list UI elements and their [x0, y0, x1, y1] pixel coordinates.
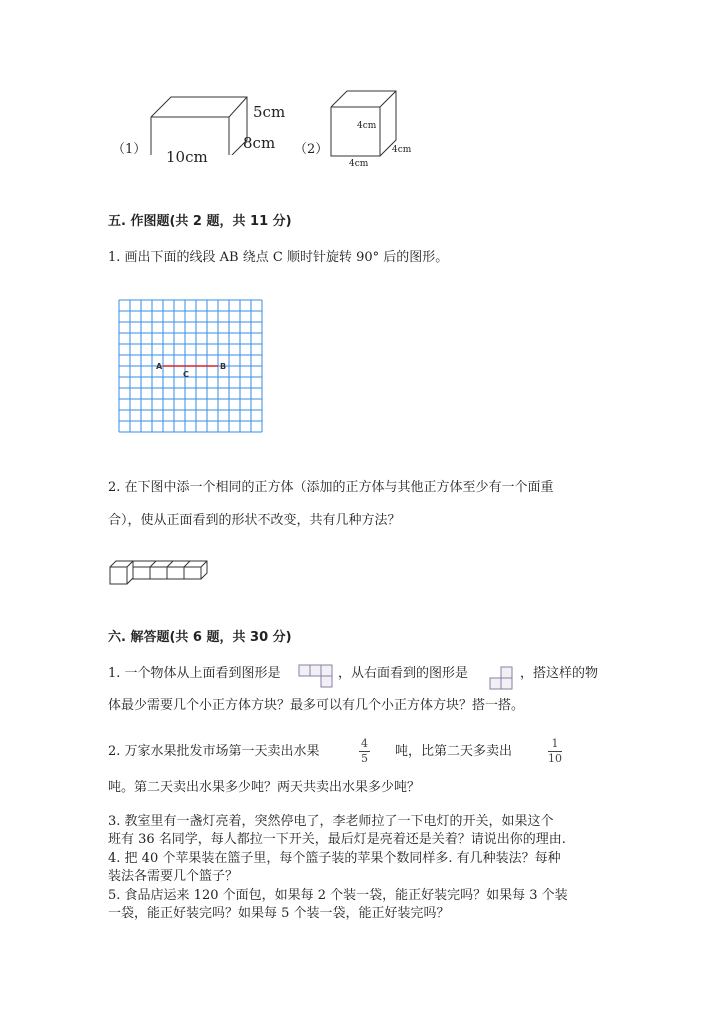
s6-q4-line1: 4. 把 40 个苹果装在篮子里，每个篮子装的苹果个数同样多. 有几种装法？每种 [108, 851, 561, 866]
point-a-label: A [156, 362, 163, 371]
s5-question-1: 1. 画出下面的线段 AB 绕点 C 顺时针旋转 90° 后的图形。 [108, 250, 449, 265]
cube-row-figure [108, 556, 208, 586]
s6-q1-part-b: ，从右面看到的图形是 [338, 666, 469, 681]
cuboid-height-label: 5cm [253, 103, 286, 121]
s6-q3-line2: 班有 36 名同学，每人都拉一下开关，最后灯是亮着还是关着？请说出你的理由. [108, 832, 566, 847]
fraction-numerator: 1 [548, 737, 562, 752]
figure-label-2: （2） [294, 142, 329, 157]
point-b-label: B [220, 362, 227, 371]
s5-question-2-line2: 合），使从正面看到的形状不改变，共有几种方法？ [108, 513, 401, 528]
cuboid-width-label: 8cm [243, 134, 276, 152]
point-c-label: C [183, 370, 189, 379]
s6-q1-part-c: ，搭这样的物 [520, 666, 599, 681]
s6-q3-line1: 3. 教室里有一盏灯亮着，突然停电了，李老师拉了一下电灯的开关，如果这个 [108, 814, 554, 829]
rotation-grid [118, 299, 266, 435]
s6-q1-part-a: 1. 一个物体从上面看到图形是 [108, 666, 281, 681]
cube-front-label: 4cm [357, 121, 377, 131]
s6-q4-line2: 装法各需要几个篮子？ [108, 869, 239, 884]
s6-q1-line2: 体最少需要几个小正方体方块？最多可以有几个小正方体方块？搭一搭。 [108, 698, 525, 713]
fraction-one-tenth [548, 737, 562, 766]
fraction-four-fifths [359, 737, 370, 766]
cube-side-label: 4cm [392, 145, 412, 155]
s5-question-2-line1: 2. 在下图中添一个相同的正方体（添加的正方体与其他正方体至少有一个面重 [108, 480, 554, 495]
s6-q5-line2: 一袋，能正好装完吗？如果每 5 个装一袋，能正好装完吗？ [108, 906, 450, 921]
top-view-shape [298, 664, 334, 689]
cuboid-length-label: 10cm [166, 148, 208, 166]
fraction-denominator: 5 [361, 752, 368, 765]
fraction-denominator: 10 [548, 752, 562, 765]
section-5-title: 五. 作图题(共 2 题，共 11 分) [108, 214, 292, 229]
right-view-shape [489, 666, 514, 691]
s6-q2-part-b: 吨，比第二天多卖出 [395, 744, 513, 759]
section-6-title: 六. 解答题(共 6 题，共 30 分) [108, 630, 292, 645]
cube-bottom-label: 4cm [349, 159, 369, 169]
s6-q5-line1: 5. 食品店运来 120 个面包，如果每 2 个装一袋，能正好装完吗？如果每 3 个装 [108, 888, 568, 903]
fraction-numerator: 4 [361, 737, 368, 750]
s6-q2-part-a: 2. 万家水果批发市场第一天卖出水果 [108, 744, 320, 759]
s6-q2-line2: 吨。第二天卖出水果多少吨？两天共卖出水果多少吨？ [108, 780, 421, 795]
figure-label-1: （1） [112, 142, 147, 157]
